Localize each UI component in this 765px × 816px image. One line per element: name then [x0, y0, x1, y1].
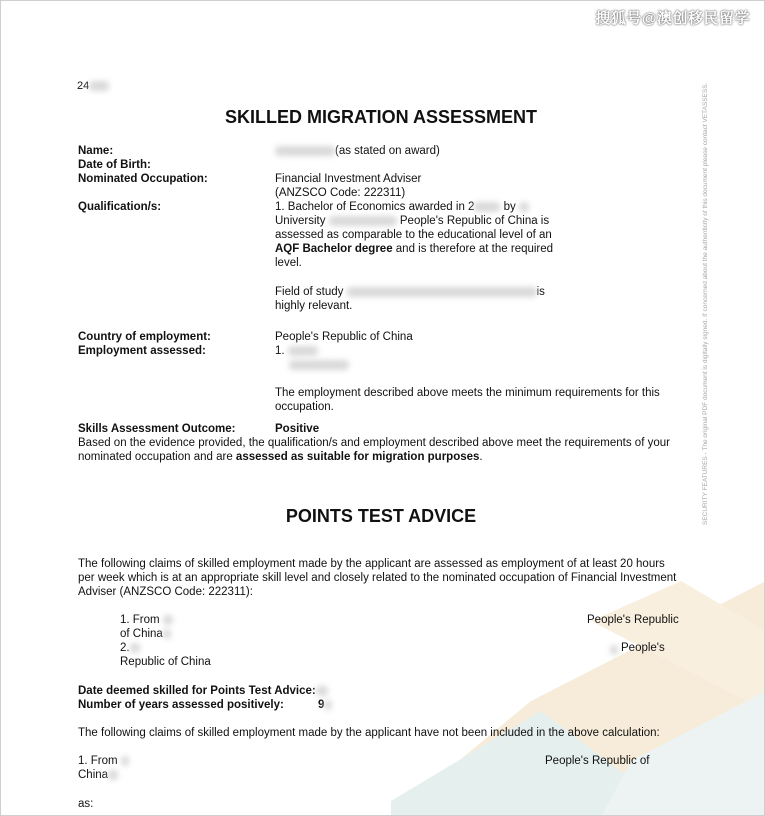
watermark-text: 搜狐号@澳创移民留学 — [595, 10, 750, 27]
years-value: 9 — [318, 698, 332, 712]
evidence-statement: Based on the evidence provided, the qualification/s and employment described above meet the requirements of your nominated occupation and are assessed as suitable for migration purposes. — [78, 437, 670, 463]
assessment-title: SKILLED MIGRATION ASSESSMENT — [224, 107, 537, 127]
country-label: Country of employment: — [78, 331, 211, 343]
country-value: People's Republic of China — [275, 331, 413, 343]
field-of-study: Field of study is highly relevant. — [275, 286, 545, 312]
occupation-label: Nominated Occupation: — [78, 173, 208, 185]
not-included-statement: The following claims of skilled employment made by the applicant have not been included in the above calculation: — [78, 727, 660, 739]
security-side-note: SECURITY FEATURES - The original PDF document is digitally signed. If concerned about the authenticity of this document please contact VETASSESS. — [702, 82, 709, 525]
qualification-label: Qualification/s: — [78, 201, 162, 213]
occupation-value: Financial Investment Adviser (ANZSCO Code: 222311) — [275, 173, 422, 199]
employment-meets: The employment described above meets the minimum requirements for this occupation. — [275, 387, 660, 413]
employment-label: Employment assessed: — [78, 345, 206, 357]
outcome-label: Skills Assessment Outcome: — [78, 423, 236, 435]
employment-value: 1. — [275, 344, 575, 372]
years-label: Number of years assessed positively: — [78, 699, 284, 711]
points-item-1: 1. From People's Republic of China — [120, 614, 679, 640]
qualification-value: 1. Bachelor of Economics awarded in 2 by University People's Republic of China is assessed as comparable to the educational level of an AQF Bachelor degree and is therefore at the required level. — [275, 201, 554, 269]
dob-label: Date of Birth: — [78, 159, 151, 171]
excluded-item-1: 1. From People's Republic of China — [78, 755, 650, 781]
points-item-2: 2. People's Republic of China — [120, 642, 665, 668]
points-intro: The following claims of skilled employment made by the applicant are assessed as employment of at least 20 hours per week which is at an appropriate skill level and closely related to the nominated occupation of Financial Investment Adviser (ANZSCO Code: 222311): — [78, 558, 677, 598]
name-label: Name: — [78, 145, 114, 157]
as-label: as: — [78, 798, 94, 810]
reference-number: 24 — [77, 80, 109, 92]
outcome-value: Positive — [275, 423, 320, 435]
date-deemed-label: Date deemed skilled for Points Test Advice: — [78, 684, 328, 698]
name-value: (as stated on award) — [275, 144, 575, 158]
points-test-title: POINTS TEST ADVICE — [285, 506, 477, 526]
